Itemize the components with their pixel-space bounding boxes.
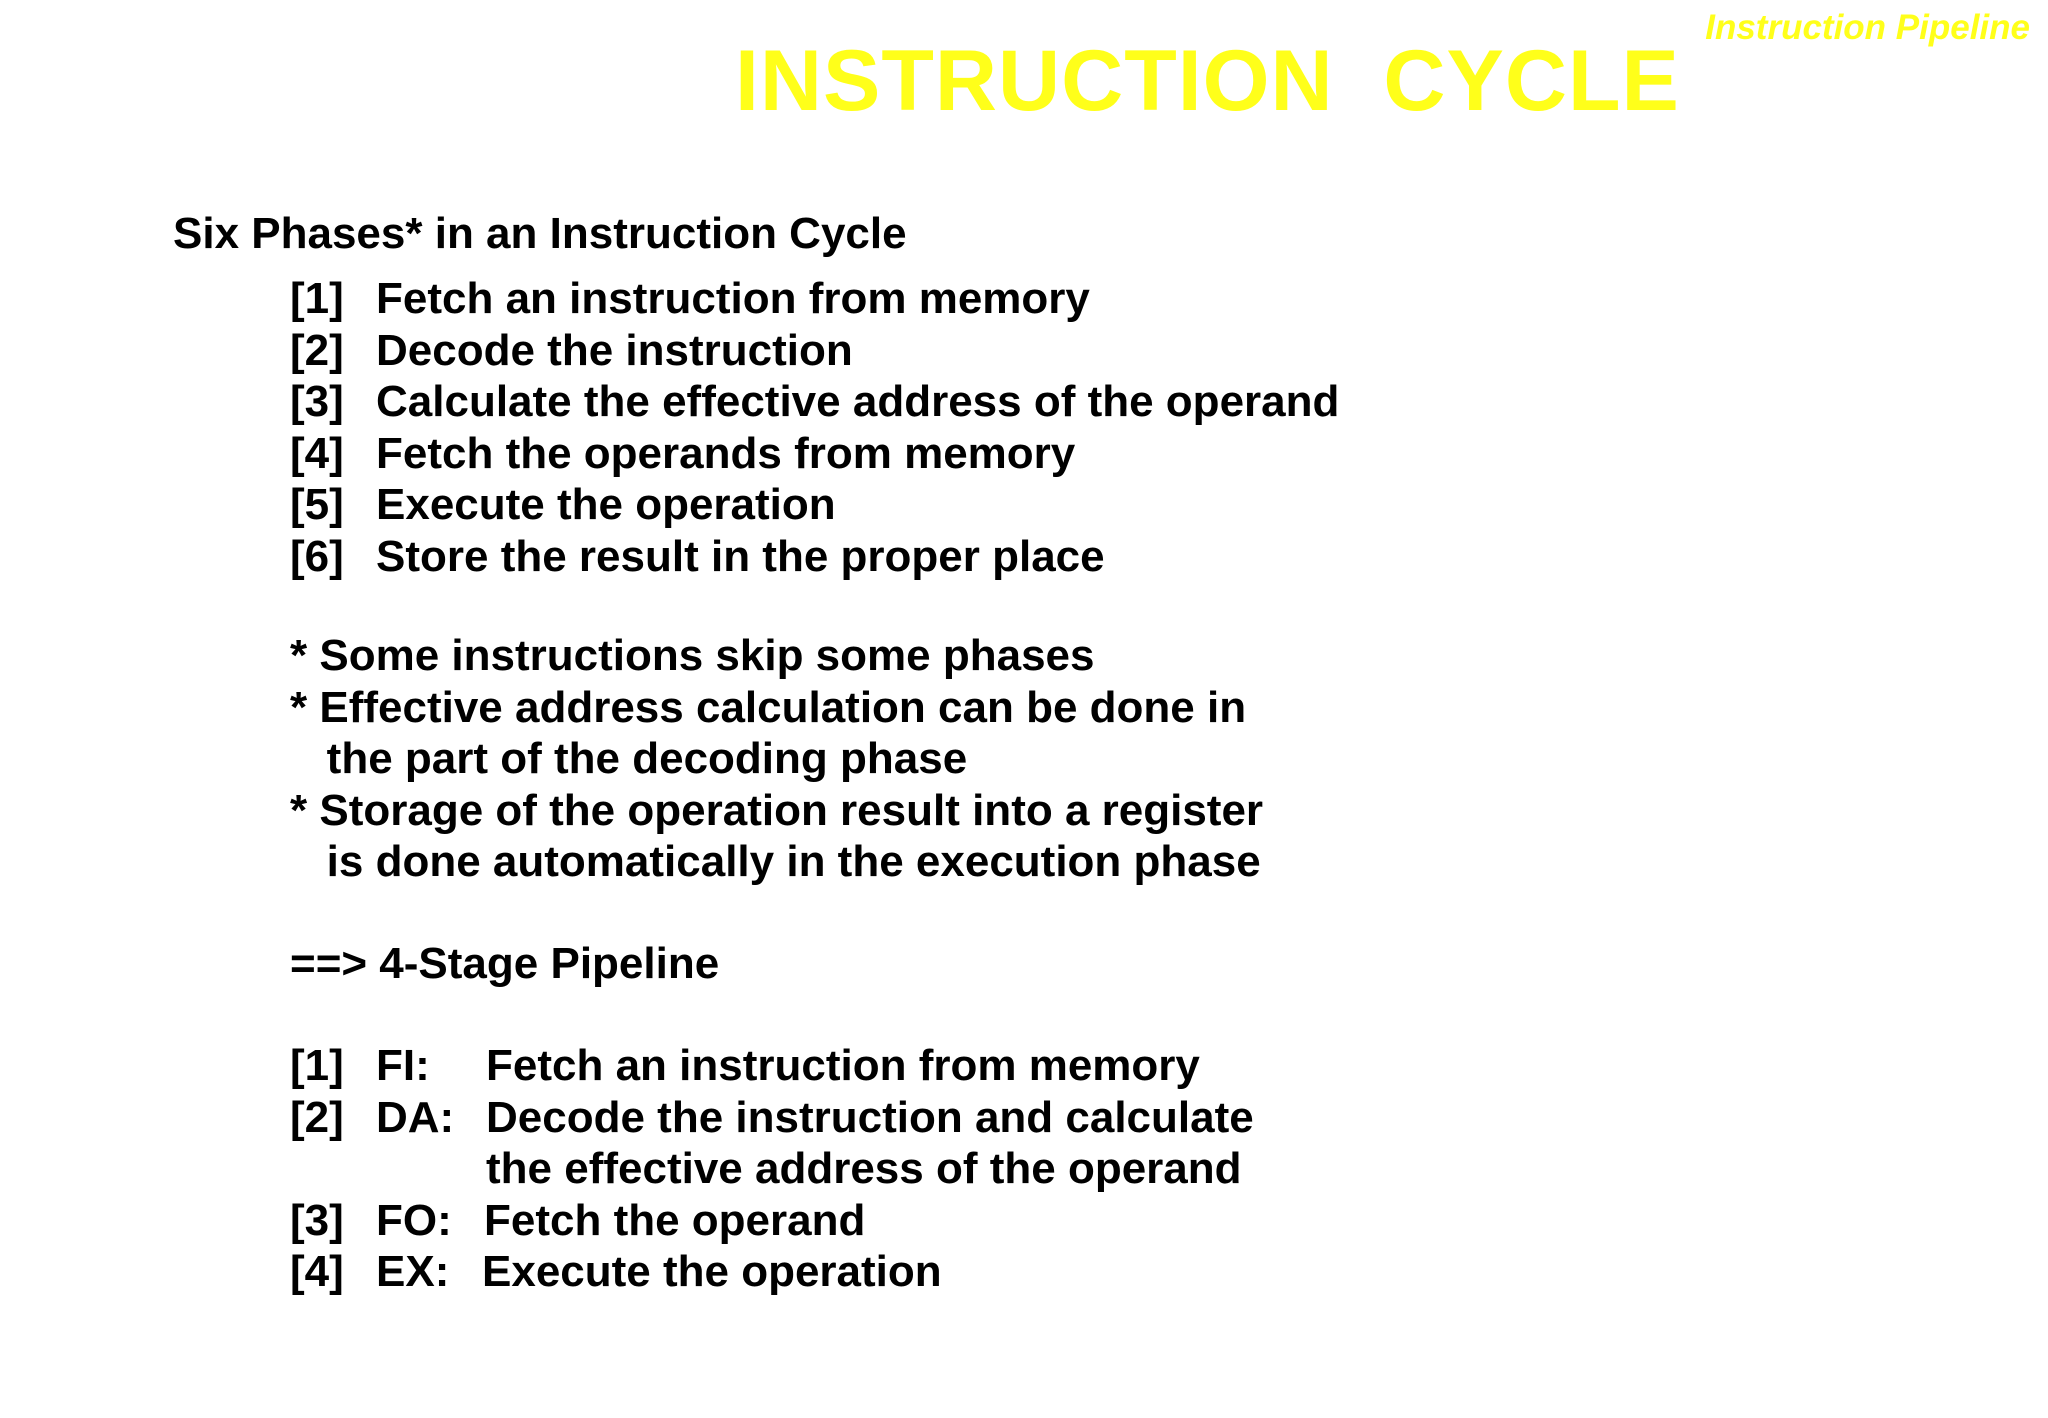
note-line: the part of the decoding phase (290, 734, 968, 783)
stage-continuation (290, 1143, 1254, 1195)
stage-number: [3] (290, 1195, 344, 1245)
stage-text: Decode the instruction and calculate (486, 1092, 1254, 1142)
corner-label: Instruction Pipeline (1705, 8, 2030, 47)
phase-item (290, 428, 1339, 480)
note-line: * Some instructions skip some phases (290, 631, 1095, 680)
note-line: * Storage of the operation result into a register (290, 785, 1264, 835)
note-line: is done automatically in the execution phase (290, 837, 1261, 886)
phase-item (290, 479, 1339, 531)
phase-text: Decode the instruction (376, 325, 853, 375)
pipeline-heading (290, 938, 719, 990)
phase-item (290, 376, 1339, 428)
stage-text-continued: the effective address of the operand (486, 1144, 1242, 1193)
phase-item (290, 273, 1339, 325)
stage-item (290, 1092, 1254, 1144)
stage-item (290, 1195, 1254, 1247)
stage-item (290, 1040, 1254, 1092)
phase-text: Calculate the effective address of the operand (376, 377, 1340, 426)
six-phases-heading: Six Phases* in an Instruction Cycle (173, 209, 907, 258)
notes-list (290, 630, 1263, 888)
stage-code: DA: (376, 1092, 455, 1142)
stage-text: Fetch the operand (484, 1195, 866, 1245)
phase-text: Execute the operation (376, 480, 836, 529)
phase-number: [3] (290, 377, 344, 426)
stage-number: [4] (290, 1247, 344, 1296)
stage-code: FI: (376, 1041, 430, 1090)
phase-number: [2] (290, 325, 344, 375)
phase-number: [6] (290, 531, 344, 581)
phase-number: [1] (290, 274, 344, 323)
phase-text: Fetch an instruction from memory (376, 274, 1090, 323)
phase-text: Fetch the operands from memory (376, 428, 1076, 478)
stage-item (290, 1246, 1254, 1298)
phase-number: [4] (290, 428, 344, 478)
stage-text: Fetch an instruction from memory (486, 1041, 1200, 1090)
pipeline-heading-text: ==> 4-Stage Pipeline (290, 939, 720, 988)
phase-list (290, 273, 1339, 582)
stage-number: [2] (290, 1092, 344, 1142)
stage-list (290, 1040, 1254, 1298)
page-title: INSTRUCTION CYCLE (735, 33, 1680, 129)
note-line: * Effective address calculation can be done in (290, 682, 1247, 732)
stage-code: FO: (376, 1195, 452, 1245)
stage-code: EX: (376, 1247, 450, 1296)
stage-number: [1] (290, 1041, 344, 1090)
phase-item (290, 325, 1339, 377)
phase-text: Store the result in the proper place (376, 531, 1105, 581)
stage-text: Execute the operation (482, 1247, 942, 1296)
phase-number: [5] (290, 480, 344, 529)
phase-item (290, 531, 1339, 583)
